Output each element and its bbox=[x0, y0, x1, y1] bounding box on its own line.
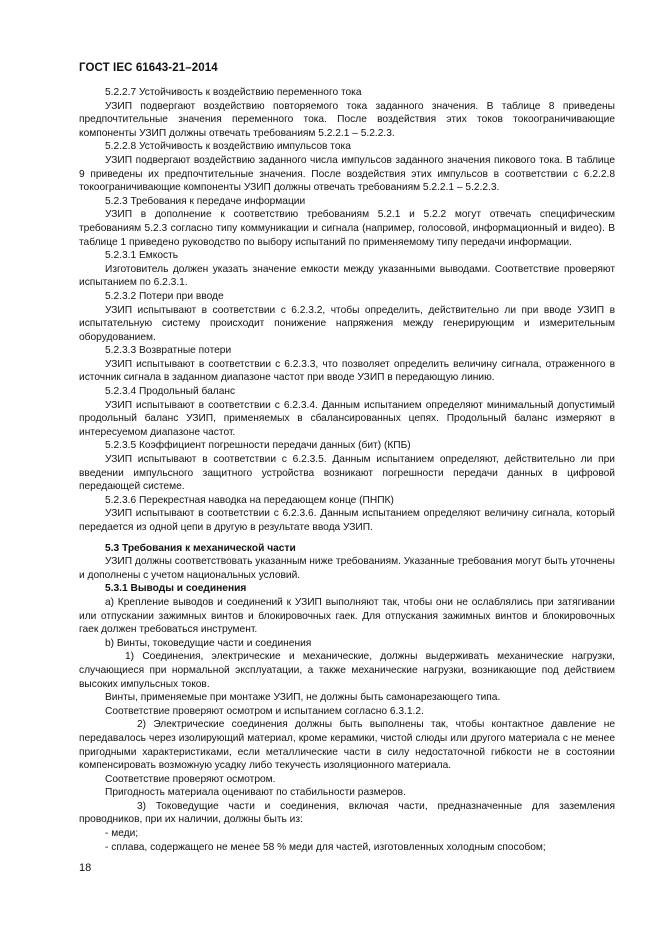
paragraph: 5.2.3 Требования к передаче информации bbox=[105, 195, 306, 207]
paragraph: 5.2.3.6 Перекрестная наводка на передающем конце (ПНПК) bbox=[105, 494, 394, 506]
paragraph: - сплава, содержащего не менее 58 % меди для частей, изготовленных холодным способом; bbox=[105, 841, 546, 853]
paragraph: 5.2.2.7 Устойчивость к воздействию переменного тока bbox=[105, 87, 362, 98]
paragraph: УЗИП подвергают воздействию повторяемого тока заданного значения. В таблице 8 приведены предпочтительные значения переменного тока. После воздействия этих токов токоограничивающие компоненты УЗИП должны отвечать требованиям 5.2.2.1 – 5.2.2.3. bbox=[79, 100, 615, 139]
paragraph: Соответствие проверяют осмотром и испытанием согласно 6.3.1.2. bbox=[105, 705, 424, 717]
paragraph: 5.2.3.2 Потери при вводе bbox=[105, 290, 224, 302]
paragraph: 3) Токоведущие части и соединения, включая части, предназначенные для заземления проводников, при их наличии, должны быть из: bbox=[79, 800, 615, 826]
paragraph: a) Крепление выводов и соединений к УЗИП выполняют так, чтобы они не ослаблялись при затягивании или отпускании зажимных винтов и блокировочных гаек. Для отпускания зажимных винтов и блокировочных гаек должен требоваться инструмент. bbox=[79, 596, 615, 636]
paragraph: УЗИП испытывают в соответствии с 6.2.3.2, чтобы определить, действительно ли при вводе УЗИП в испытательную систему происходит понижение напряжения между генерирующим и измерительным оборудованием. bbox=[79, 304, 615, 343]
page-number: 18 bbox=[79, 862, 92, 874]
paragraph: Винты, применяемые при монтаже УЗИП, не должны быть самонарезающего типа. bbox=[105, 692, 501, 704]
document-header: ГОСТ IEC 61643-21–2014 bbox=[79, 62, 218, 74]
paragraph: УЗИП испытывают в соответствии с 6.2.3.5. Данным испытанием определяют, действительно ли при введении импульсного защитного устройства возникают погрешности передачи данных в цифровой передающей системе. bbox=[79, 454, 615, 493]
document-body bbox=[79, 86, 615, 854]
paragraph: УЗИП испытывают в соответствии с 6.2.3.3, что позволяет определить величину сигнала, отраженного в источник сигнала в заданном диапазоне частот при вводе УЗИП в передающую линию. bbox=[79, 358, 615, 384]
paragraph: 5.2.3.1 Емкость bbox=[105, 250, 179, 262]
paragraph: Изготовитель должен указать значение емкости между указанными выводами. Соответствие проверяют испытанием по 6.2.3.1. bbox=[79, 263, 615, 289]
paragraph: 5.2.3.4 Продольный баланс bbox=[105, 386, 236, 398]
paragraph: b) Винты, токоведущие части и соединения bbox=[105, 637, 312, 649]
paragraph: Соответствие проверяют осмотром. bbox=[105, 773, 276, 785]
paragraph: УЗИП должны соответствовать указанным ниже требованиям. Указанные требования могут быть уточнены и дополнены с учетом национальных условий. bbox=[79, 556, 616, 581]
paragraph: 5.2.3.5 Коэффициент погрешности передачи данных (бит) (КПБ) bbox=[105, 440, 411, 452]
paragraph: 1) Соединения, электрические и механические, должны выдерживать механические нагрузки, случающиеся при нормальной эксплуатации, а также механические нагрузки, возникающие под действием высоких импульсных токов. bbox=[79, 651, 615, 690]
paragraph: 2) Электрические соединения должны быть выполнены так, чтобы контактное давление не передавалось через изолирующий материал, кроме керамики, чистой слюды или другого материала с не менее пригодными характеристиками, если металлические части в силу недостаточной гибкости не в состоянии компенсировать возможную усадку либо текучесть изоляционного материала. bbox=[79, 719, 615, 772]
paragraph: УЗИП испытывают в соответствии с 6.2.3.4. Данным испытанием определяют минимальный допустимый продольный баланс УЗИП, применяемых в сбалансированных цепях. Продольный баланс измеряют в интересуемом диапазоне частот. bbox=[79, 399, 615, 438]
paragraph: - меди; bbox=[105, 828, 139, 840]
paragraph: УЗИП в дополнение к соответствию требованиям 5.2.1 и 5.2.2 могут отвечать специфическим требованиям 5.2.3 согласно типу коммуникации и сигнала (например, голосовой, информационный и видео). В таблице 1 приведено руководство по выбору испытаний по применяемому типу передачи информации. bbox=[79, 209, 615, 248]
paragraph: Пригодность материала оценивают по стабильности размеров. bbox=[105, 787, 406, 799]
paragraph: 5.3 Требования к механической части bbox=[105, 542, 296, 554]
paragraph: 5.3.1 Выводы и соединения bbox=[105, 583, 247, 595]
paragraph: УЗИП испытывают в соответствии с 6.2.3.6. Данным испытанием определяют величину сигнала, который передается из одной цепи в другую в результате ввода УЗИП. bbox=[79, 508, 615, 533]
paragraph: 5.2.2.8 Устойчивость к воздействию импульсов тока bbox=[105, 141, 351, 153]
paragraph: УЗИП подвергают воздействию заданного числа импульсов заданного значения пикового тока. В таблице 9 приведены их предпочтительные значения. После воздействия этих импульсов в соответствии с 6.2.2.8 токоограничивающие компоненты УЗИП должны отвечать требованиям 5.2.2.1 – 5.2.2.3. bbox=[79, 154, 615, 194]
paragraph: 5.2.3.3 Возвратные потери bbox=[105, 345, 232, 357]
